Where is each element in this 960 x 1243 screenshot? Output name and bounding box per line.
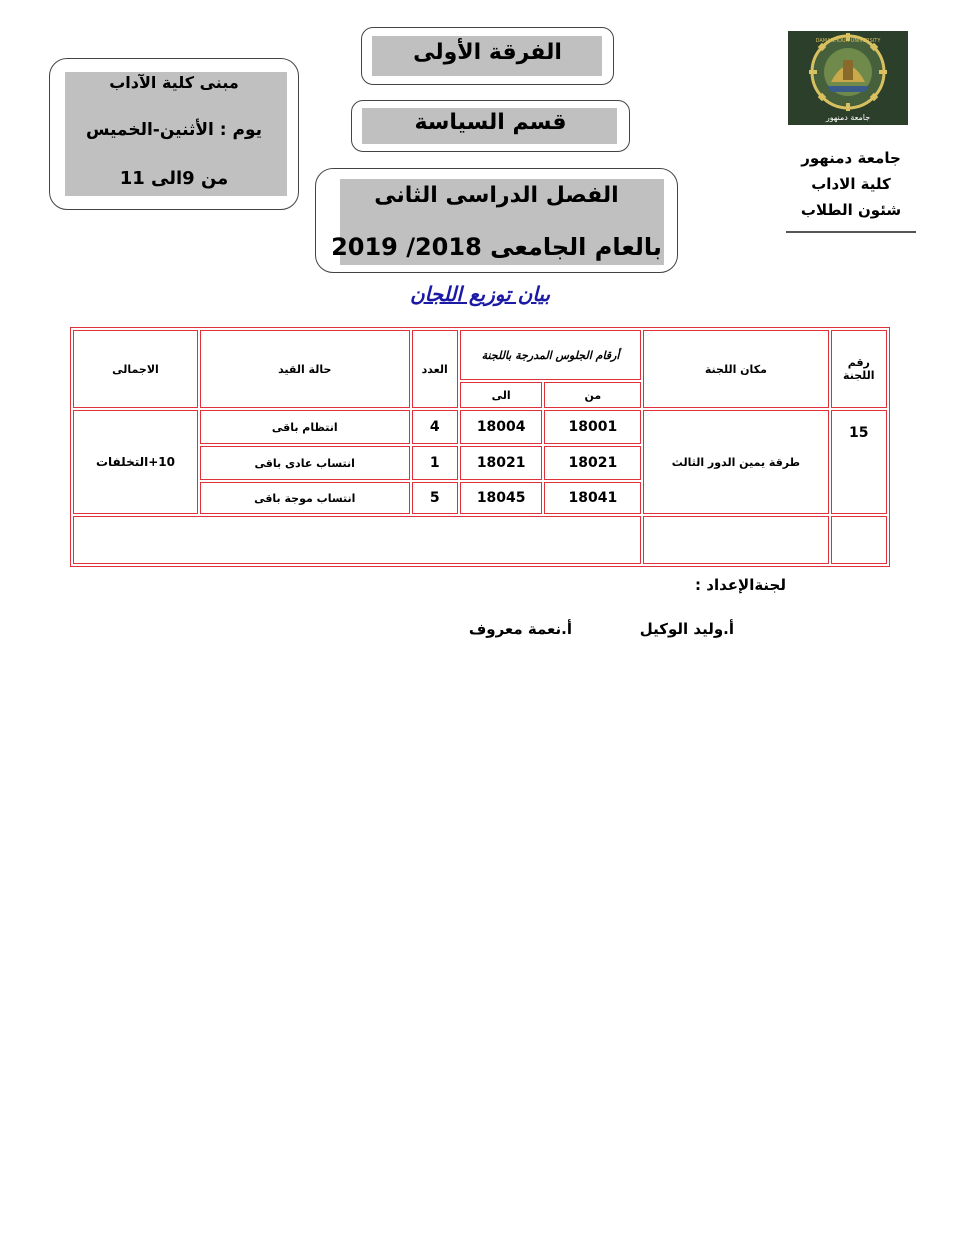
empty-cell [73,516,641,564]
preparer-name-2: أ.نعمة معروف [468,620,572,638]
student-count: 5 [412,482,458,514]
year-label: الفرقة الأولى [413,40,562,65]
university-name: جامعة دمنهور [801,149,901,167]
faculty-name: كلية الاداب [811,175,891,193]
logo-text: DAMANHOUR UNIVERSITY [815,38,881,44]
header-to: الى [460,382,543,408]
page-title-text: بيان توزيع اللجان [409,282,551,306]
page-title [330,282,630,306]
seat-from: 18001 [544,410,641,444]
empty-cell [831,516,887,564]
university-logo-icon [787,30,909,126]
enrollment-status: انتساب عادى باقى [200,446,410,480]
header-from: من [544,382,641,408]
table-header-row [73,330,887,380]
student-affairs: شئون الطلاب [800,201,902,219]
committee-number: 15 [831,410,887,514]
empty-cell [643,516,828,564]
header-location: مكان اللجنة [643,330,828,408]
university-info [786,145,916,233]
prepared-label: لجنةالإعداد : [695,576,786,594]
seat-from: 18041 [544,482,641,514]
header-total: الاجمالى [73,330,198,408]
semester-box [315,168,678,273]
seat-to: 18045 [460,482,543,514]
seat-to: 18004 [460,410,543,444]
building-name: مبنى كلية الآداب [109,73,239,92]
total-count: 10+التخلفات [73,410,198,514]
committees-table [70,327,890,567]
enrollment-status: انتظام باقى [200,410,410,444]
year-box [361,27,614,85]
header-seat-numbers: أرقام الجلوس المدرجة باللجنة [460,330,641,380]
building-box [49,58,299,210]
enrollment-status: انتساب موجة باقى [200,482,410,514]
academic-year-label: بالعام الجامعى 2018/ 2019 [331,233,662,261]
building-hours: من 9الى 11 [119,168,229,189]
department-box [351,100,630,152]
university-logo [787,30,909,126]
student-count: 1 [412,446,458,480]
seat-to: 18021 [460,446,543,480]
student-count: 4 [412,410,458,444]
seat-from: 18021 [544,446,641,480]
preparer-name-1: أ.وليد الوكيل [639,620,734,638]
building-days: يوم : الأثنين-الخميس [85,120,263,140]
table-row [73,410,887,444]
semester-label: الفصل الدراسى الثانى [374,183,619,208]
logo-caption: جامعة دمنهور [825,113,871,122]
table-empty-row [73,516,887,564]
header-count: العدد [412,330,458,408]
header-committee-no: رقم اللجنة [831,330,887,408]
committee-location: طرقة يمين الدور الثالث [643,410,828,514]
header-status: حالة القيد [200,330,410,408]
department-label: قسم السياسة [414,110,567,135]
